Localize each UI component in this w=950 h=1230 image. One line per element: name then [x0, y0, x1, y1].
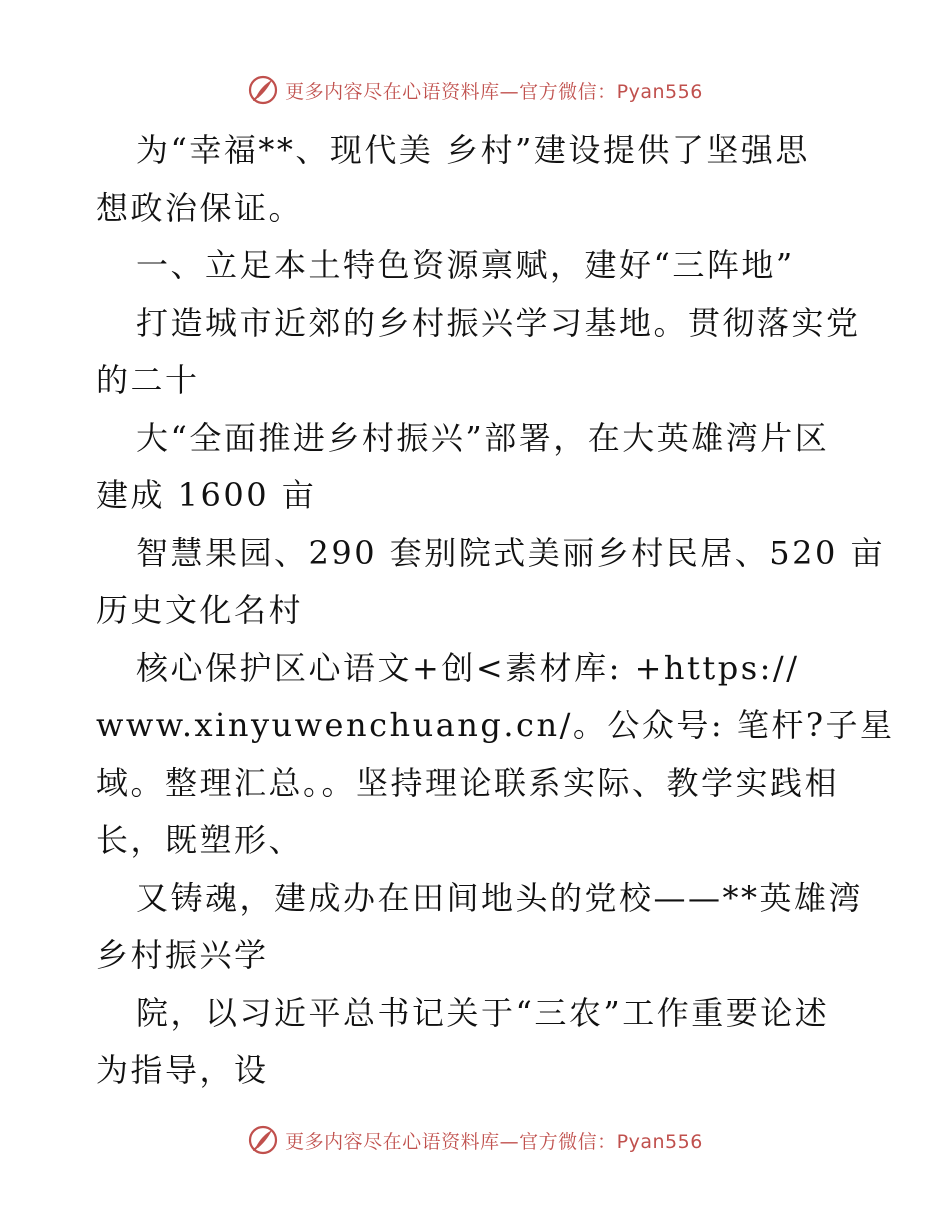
- text-line-11: www.xinyuwenchuang.cn/。公众号: 笔杆?子星: [96, 706, 895, 744]
- feather-pen-logo-icon: [247, 1124, 279, 1156]
- header-banner-text: 更多内容尽在心语资料库—官方微信：Pyan556: [285, 80, 703, 103]
- header-banner: [0, 70, 950, 110]
- text-line-14: 又铸魂，建成办在田间地头的党校——**英雄湾: [136, 878, 864, 917]
- text-line-2: 想政治保证。: [96, 188, 304, 227]
- text-line-6: 大“全面推进乡村振兴”部署，在大英雄湾片区: [136, 418, 830, 457]
- text-line-4: 打造城市近郊的乡村振兴学习基地。贯彻落实党: [136, 303, 861, 342]
- feather-pen-logo-icon: [247, 74, 279, 106]
- text-line-1: 为“幸福**、现代美 乡村”建设提供了坚强思: [136, 131, 810, 169]
- text-line-12: 域。整理汇总。。坚持理论联系实际、教学实践相: [96, 763, 840, 802]
- text-line-13: 长，既塑形、: [96, 821, 304, 859]
- footer-banner: [0, 1120, 950, 1160]
- text-line-9: 历史文化名村: [96, 591, 304, 629]
- document-body: [96, 122, 895, 1100]
- text-line-5: 的二十: [96, 361, 200, 399]
- text-line-15: 乡村振兴学: [96, 936, 269, 974]
- text-line-8: 智慧果园、290 套别院式美丽乡村民居、520 亩: [136, 533, 886, 572]
- text-line-10: 核心保护区心语文+创<素材库: +https://: [136, 648, 800, 687]
- section-heading: 一、立足本土特色资源禀赋，建好“三阵地”: [136, 246, 795, 284]
- text-line-7: 建成 1600 亩: [96, 476, 317, 514]
- text-line-16: 院，以习近平总书记关于“三农”工作重要论述: [136, 993, 830, 1032]
- text-line-17: 为指导，设: [96, 1051, 269, 1089]
- footer-banner-text: 更多内容尽在心语资料库—官方微信：Pyan556: [285, 1130, 703, 1153]
